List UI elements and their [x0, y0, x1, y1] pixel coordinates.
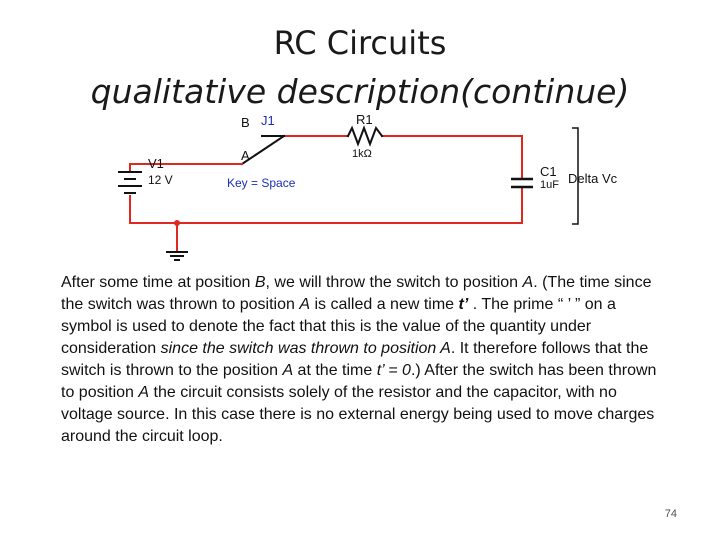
paragraph-bold-italic: t’ — [458, 296, 469, 313]
paragraph-text: . It therefore follows that the switch is thrown to the position — [61, 340, 649, 379]
delta-vc-label: Delta Vc — [568, 171, 618, 186]
switch-key-label: Key = Space — [227, 176, 296, 190]
paragraph-italic: since the switch was thrown to position A — [160, 340, 451, 357]
paragraph-italic: B — [254, 274, 266, 291]
paragraph-italic: A — [522, 274, 534, 291]
battery-v1 — [118, 172, 142, 193]
junction-dot — [174, 220, 180, 226]
paragraph-text: the circuit consists solely of the resistor and the capacitor, with no voltage source. In this case there is no external energy being used to move charges around the circuit loop. — [61, 384, 655, 445]
paragraph-text: . The prime “ ’ ” on a symbol is used to denote the fact that this is the value of the quantity under consideration — [61, 296, 616, 357]
slide-subtitle: qualitative description(continue) — [90, 72, 630, 111]
wire-left — [130, 164, 522, 223]
paragraph-text: .) After the switch has been thrown to position — [61, 362, 657, 401]
resistor-r1 — [348, 128, 382, 144]
switch-label-a: A — [241, 148, 250, 163]
paragraph-italic: A — [138, 384, 150, 401]
page-number: 74 — [664, 508, 677, 520]
battery-label: V1 — [148, 156, 164, 171]
paragraph-italic: t’ = 0 — [376, 362, 411, 379]
paragraph-text: at the time — [293, 362, 377, 379]
paragraph-text: After some time at position — [61, 274, 255, 291]
slide-title: RC Circuits — [273, 24, 447, 62]
switch-label-j1: J1 — [261, 113, 275, 128]
paragraph-text: is called a new time — [310, 296, 459, 313]
capacitor-c1 — [511, 179, 533, 187]
capacitor-value: 1uF — [540, 179, 559, 191]
capacitor-label: C1 — [540, 164, 557, 179]
paragraph-italic: A — [299, 296, 311, 313]
resistor-label: R1 — [356, 112, 373, 127]
paragraph-italic: A — [282, 362, 294, 379]
paragraph-text: , we will throw the switch to position — [265, 274, 523, 291]
battery-value: 12 V — [148, 173, 173, 187]
explanation-paragraph — [61, 272, 661, 448]
wire-top — [262, 136, 522, 178]
resistor-value: 1kΩ — [352, 148, 372, 160]
switch-label-b: B — [241, 115, 250, 130]
paragraph-text: . (The time since the switch was thrown to position — [61, 274, 652, 313]
ground-icon — [166, 252, 188, 260]
